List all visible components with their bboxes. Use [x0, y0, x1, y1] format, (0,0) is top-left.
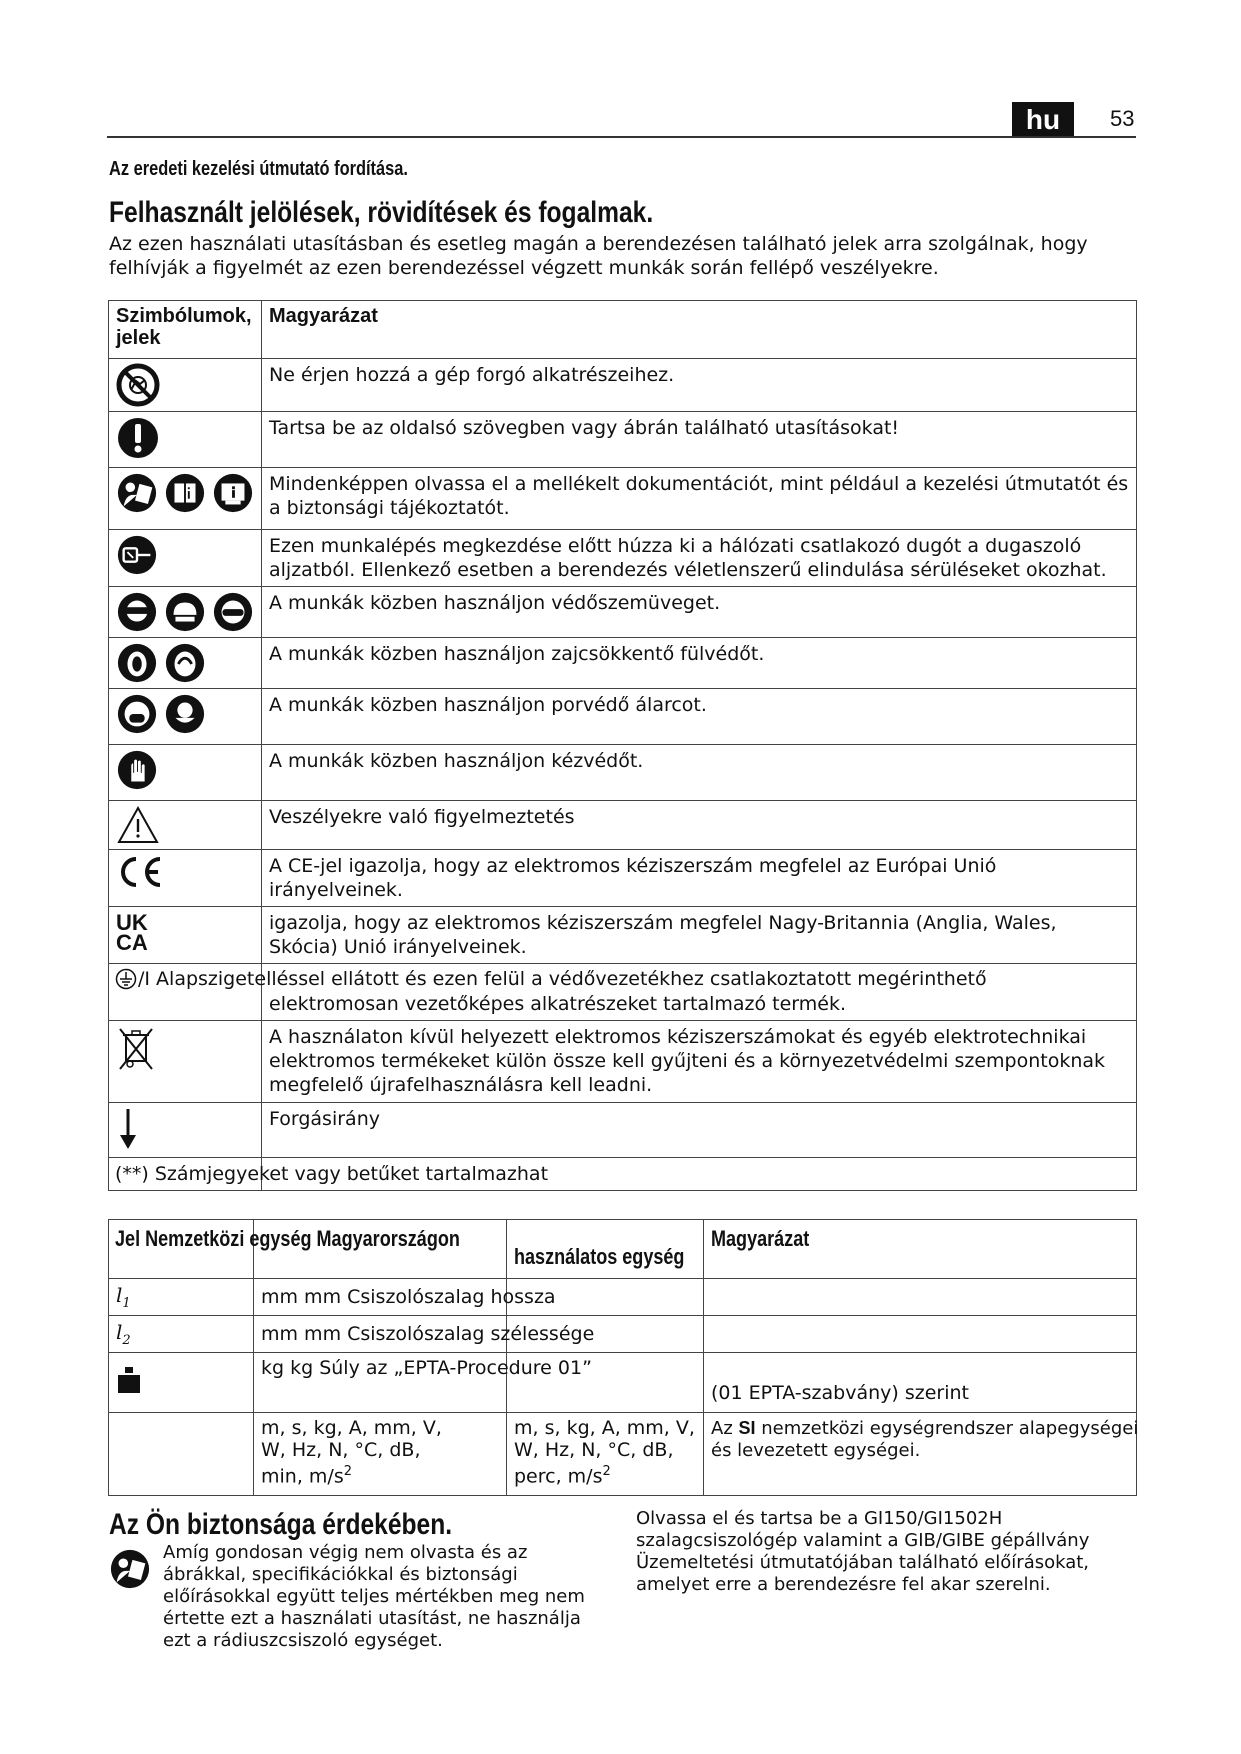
table-row: [109, 587, 1137, 638]
face-shield-icon: [116, 591, 158, 633]
safety-title: Az Ön biztonsága érdekében.: [109, 1508, 453, 1541]
safety-left-text: Amíg gondosan végig nem olvasta és az ábrákkal, specifikációkkal és biztonsági előírásokkal együtt teljes mértékben meg nem értette ezt a használati utasítást, ne használja ezt a rádiuszcsiszoló egységet.: [163, 1542, 585, 1651]
table-row: [109, 850, 1137, 907]
table-row: [109, 359, 1137, 412]
symbol-explanation: A munkák közben használjon zajcsökkentő fülvédőt.: [269, 643, 765, 665]
units-header-hu: használatos egység: [514, 1244, 685, 1269]
respirator-icon: [116, 693, 158, 735]
footnote: (**) Számjegyeket vagy betűket tartalmazhat: [115, 1163, 549, 1185]
goggles-icon: [212, 591, 254, 633]
manual-book-icon: [164, 472, 206, 514]
warning-triangle-icon: [116, 805, 160, 845]
dust-mask-icon: [164, 693, 206, 735]
section-intro: Az ezen használati utasításban és esetleg magán a berendezésen található jelek arra szolgálnak, hogy felhívják a figyelmét az ezen berendezéssel végzett munkák során fellépő veszélyekre.: [109, 233, 1088, 279]
symbol-explanation: Mindenképpen olvassa el a mellékelt dokumentációt, mint például a kezelési útmutatót és a biztonsági tájékoztatót.: [269, 473, 1129, 519]
unit-row-text: kg kg Súly az „EPTA-Procedure 01”: [261, 1357, 592, 1379]
table-row: [109, 412, 1137, 468]
units-header-explanation: Magyarázat: [711, 1226, 810, 1251]
table-row: [109, 1279, 1137, 1316]
rotation-arrow-icon: [116, 1107, 140, 1151]
table-row: [109, 745, 1137, 801]
table-row: [109, 964, 1137, 1021]
read-manual-icon: [109, 1548, 151, 1590]
symbol-explanation: Tartsa be az oldalsó szövegben vagy ábrán található utasításokat!: [269, 417, 900, 439]
symbol-explanation: A használaton kívül helyezett elektromos kéziszerszámokat és egyéb elektrotechnikai elektromos termékeket külön össze kell gyűjteni és a környezetvédelmi szempontoknak megfelelő újrafelhasználásra kell leadni.: [269, 1026, 1106, 1096]
section-title: Felhasznált jelölések, rövidítések és fogalmak.: [109, 196, 654, 229]
table-row: [109, 1353, 1137, 1413]
helmet-icon: [164, 591, 206, 633]
table-row: [109, 801, 1137, 850]
ukca-bottom: CA: [116, 930, 148, 955]
table-row: [109, 1103, 1137, 1158]
read-manual-icon: [116, 472, 158, 514]
units-table-header: [109, 1220, 1137, 1279]
protection-class-line2: elektromosan vezetőképes alkatrészeket tartalmazó termék.: [269, 993, 847, 1015]
symbol-explanation: A munkák közben használjon kézvédőt.: [269, 750, 644, 772]
symbols-table: [108, 300, 1137, 1191]
col-symbol-header: Szimbólumok, jelek: [116, 305, 252, 349]
table-row: [109, 468, 1137, 530]
si-intl-units: m, s, kg, A, mm, V, W, Hz, N, °C, dB, min, $m/s^2$: [261, 1417, 442, 1488]
col-explanation-header: Magyarázat: [269, 305, 378, 327]
gloves-icon: [116, 749, 158, 791]
table-row: [109, 1158, 1137, 1191]
si-explanation: Az SI nemzetközi egységrendszer alapegységei és levezetett egységei.: [711, 1418, 1139, 1461]
table-row: [109, 638, 1137, 689]
protection-class-line: [115, 967, 987, 991]
ukca-mark-icon: [116, 910, 254, 955]
mandatory-exclamation-icon: [116, 416, 160, 460]
table-row: [109, 907, 1137, 964]
symbol-explanation: igazolja, hogy az elektromos kéziszerszám megfelel Nagy-Britannia (Anglia, Wales, Skócia) Unió irányelveinek.: [269, 912, 1057, 958]
si-hu-units: m, s, kg, A, mm, V, W, Hz, N, °C, dB, perc, $m/s^2$: [514, 1417, 695, 1488]
safety-right-text: Olvassa el és tartsa be a GI150/GI1502H szalagcsiszológép valamint a GIB/GIBE gépállvány Üzemeltetési útmutatójában található előírásokat, amelyet erre a berendezésre fel akar szerelni.: [636, 1508, 1090, 1595]
unit-row-text: mm mm Csiszolószalag hossza: [261, 1286, 556, 1308]
manual-info-icon: [212, 472, 254, 514]
unplug-icon: [116, 534, 158, 576]
page-number: 53: [1110, 106, 1135, 131]
symbols-table-header: [109, 301, 1137, 359]
protective-earth-icon: [115, 968, 137, 990]
ukca-top: UK: [116, 910, 148, 935]
header-rule: [107, 136, 1136, 138]
unit-symbol: $l_1$: [116, 1283, 131, 1311]
weee-bin-icon: [116, 1025, 156, 1071]
symbol-explanation: Forgásirány: [269, 1108, 380, 1130]
unit-row-text: mm mm Csiszolószalag szélessége: [261, 1323, 595, 1345]
table-row: [109, 530, 1137, 587]
weight-icon: [116, 1365, 142, 1395]
symbol-explanation: Ezen munkalépés megkezdése előtt húzza ki a hálózati csatlakozó dugót a dugaszoló aljzatból. Ellenkező esetben a berendezés véletlenszerű elindulása sérüléseket okozhat.: [269, 535, 1107, 581]
ear-protection-icon: [116, 642, 158, 684]
symbol-explanation: A CE-jel igazolja, hogy az elektromos kéziszerszám megfelel az Európai Unió irányelveinek.: [269, 855, 997, 901]
units-table: [108, 1219, 1137, 1496]
table-row: [109, 689, 1137, 745]
no-touch-rotating-icon: [116, 363, 160, 407]
units-header-intl: Jel Nemzetközi egység Magyarországon: [115, 1226, 460, 1251]
symbol-explanation: A munkák közben használjon védőszemüveget.: [269, 592, 721, 614]
symbol-explanation: A munkák közben használjon porvédő álarcot.: [269, 694, 707, 716]
protection-class-text: /I Alapszigetelléssel ellátott és ezen felül a védővezetékhez csatlakoztatott megérinthető: [138, 968, 987, 990]
ce-mark-icon: [116, 854, 166, 890]
table-row: [109, 1021, 1137, 1103]
symbol-explanation: Ne érjen hozzá a gép forgó alkatrészeihez.: [269, 364, 675, 386]
language-badge: hu: [1012, 102, 1074, 138]
unit-row-explanation: (01 EPTA-szabvány) szerint: [711, 1382, 970, 1404]
ear-muffs-icon: [164, 642, 206, 684]
table-row: [109, 1413, 1137, 1496]
unit-symbol: $l_2$: [116, 1320, 131, 1348]
translation-note: Az eredeti kezelési útmutató fordítása.: [109, 158, 408, 180]
symbol-explanation: Veszélyekre való figyelmeztetés: [269, 806, 575, 828]
table-row: [109, 1316, 1137, 1353]
